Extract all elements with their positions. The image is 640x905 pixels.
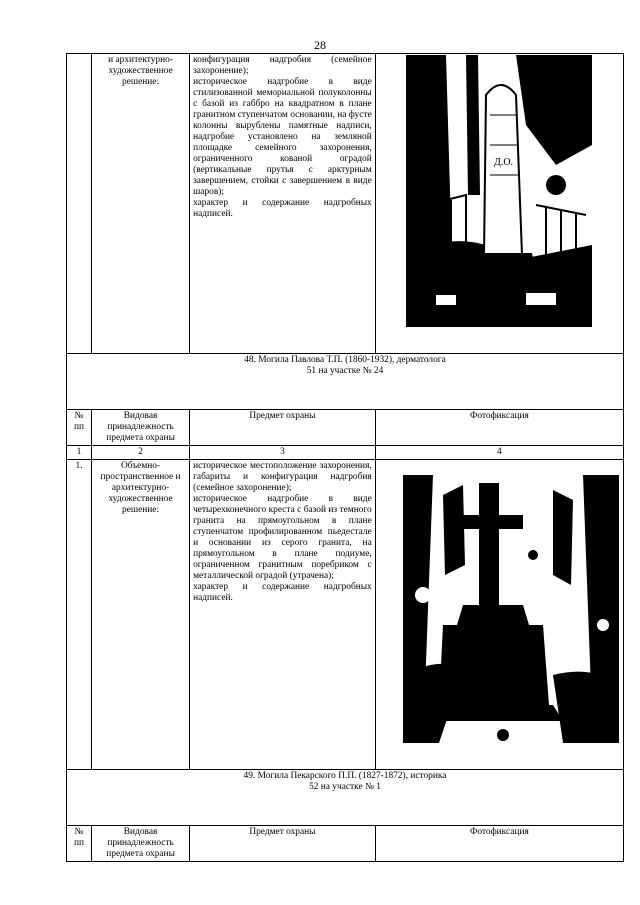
cell-subject: конфигурация надгробия (семейное захоронение); историческое надгробие в виде стилизованной мемориальной полуколонны с базой из габбро на квадратном в плане гранитном ступенчатом основании, на фусте колонны вырублены памятные надписи, надгробие установлено на земляной площадке семейного захоронения, ограниченного кованой оградой (вертикальные прутья с арктурным завершением, стойки с завершением в виде шаров); характер и содержание надгробных надписей. — [190, 54, 376, 354]
cell-type: и архитектурно-художественное решение: — [92, 54, 190, 354]
grave-photo-column-monument — [406, 55, 592, 327]
header-photo: Фотофиксация — [375, 410, 623, 446]
table-row — [67, 460, 624, 770]
colnum-3: 3 — [190, 446, 376, 460]
cell-photo — [375, 460, 623, 770]
header-photo: Фотофиксация — [375, 826, 623, 862]
table-header-row — [67, 826, 624, 862]
header-type: Видовая принадлежность предмета охраны — [92, 826, 190, 862]
page-number: 28 — [314, 38, 326, 52]
section-title: 49. Могила Пекарского П.П. (1827-1872), историка 52 на участке № 1 — [67, 770, 624, 826]
section-title-row — [67, 354, 624, 410]
cell-num: 1. — [67, 460, 92, 770]
header-subject: Предмет охраны — [190, 410, 376, 446]
section-title: 48. Могила Павлова Т.П. (1860-1932), дерматолога 51 на участке № 24 — [67, 354, 624, 410]
cell-type: Объемно-пространственное и архитектурно-художественное решение: — [92, 460, 190, 770]
cell-photo — [375, 54, 623, 354]
header-num: № пп — [67, 826, 92, 862]
colnum-2: 2 — [92, 446, 190, 460]
cell-num — [67, 54, 92, 354]
colnum-4: 4 — [375, 446, 623, 460]
column-number-row — [67, 446, 624, 460]
header-type: Видовая принадлежность предмета охраны — [92, 410, 190, 446]
header-num: № пп — [67, 410, 92, 446]
header-subject: Предмет охраны — [190, 826, 376, 862]
section-title-row — [67, 770, 624, 826]
colnum-1: 1 — [67, 446, 92, 460]
grave-photo-cross-monument — [403, 475, 619, 743]
table-row — [67, 54, 624, 354]
cell-subject: историческое местоположение захоронения, габариты и конфигурация надгробия (семейное захоронение); историческое надгробие в виде четырехконечного креста с базой из темного гранита на прямоугольном в плане ступенчатом профилированном пьедестале и основании из серого гранита, на прямоугольном в плане подиуме, ограниченном гранитным поребриком с металлической оградой (утрачена); характер и содержание надгробных надписей. — [190, 460, 376, 770]
photo-inscription: Д.О. — [493, 157, 513, 168]
monuments-table — [66, 53, 624, 862]
table-header-row — [67, 410, 624, 446]
